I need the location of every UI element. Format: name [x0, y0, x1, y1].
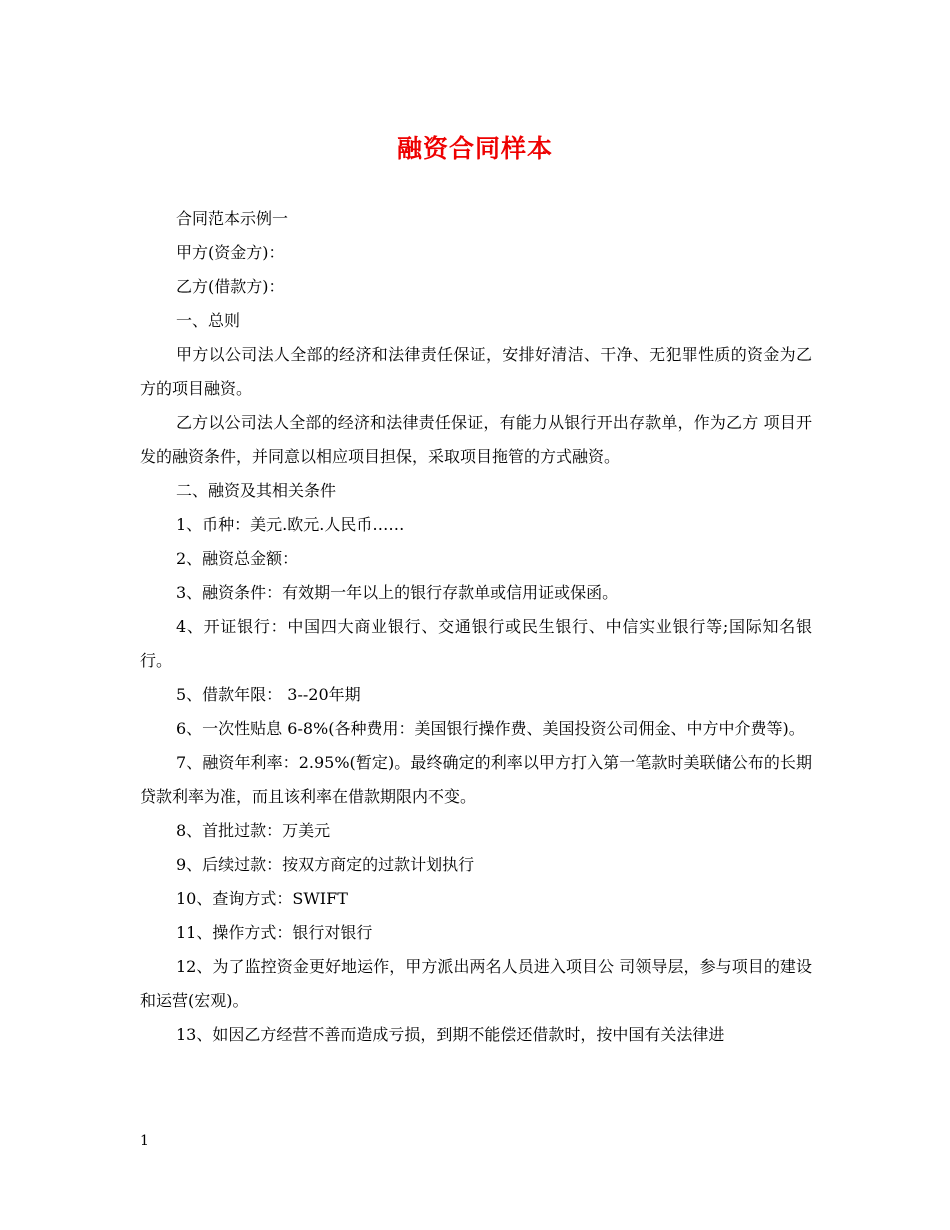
clause-operation-method: 11、操作方式：银行对银行	[176, 923, 373, 942]
clause-supervision: 12、为了监控资金更好地运作，甲方派出两名人员进入项目公 司领导层，参与项目的建设和运营(宏观)。	[140, 957, 812, 1010]
clause-first-transfer: 8、首批过款：万美元	[176, 821, 331, 840]
clause-issuing-bank: 4、开证银行：中国四大商业银行、交通银行或民生银行、中信实业银行等;国际知名银行。	[140, 617, 812, 670]
clause-interest-rate: 7、融资年利率：2.95%(暂定)。最终确定的利率以甲方打入第一笔款时美联储公布的长期贷款利率为准，而且该利率在借款期限内不变。	[140, 753, 812, 806]
paragraph-party-a-guarantee: 甲方以公司法人全部的经济和法律责任保证，安排好清洁、干净、无犯罪性质的资金为乙方的项目融资。	[140, 345, 812, 398]
section-heading-general: 一、总则	[176, 311, 241, 330]
clause-subsequent-transfer: 9、后续过款：按双方商定的过款计划执行	[176, 855, 475, 874]
paragraph-party-b: 乙方(借款方)：	[176, 277, 285, 296]
paragraph-party-a: 甲方(资金方)：	[176, 243, 285, 262]
page-number: 1	[140, 1133, 149, 1149]
paragraph-contract-example: 合同范本示例一	[176, 209, 289, 228]
document-title: 融资合同样本	[396, 134, 553, 163]
clause-discount: 6、一次性贴息 6-8%(各种费用：美国银行操作费、美国投资公司佣金、中方中介费等)。	[176, 719, 805, 738]
clause-total-amount: 2、融资总金额：	[176, 549, 299, 568]
clause-inquiry-method: 10、查询方式：SWIFT	[176, 889, 348, 908]
section-heading-financing-conditions: 二、融资及其相关条件	[176, 481, 337, 500]
clause-financing-conditions: 3、融资条件：有效期一年以上的银行存款单或信用证或保函。	[176, 583, 619, 602]
clause-loan-term: 5、借款年限： 3--20年期	[176, 685, 361, 704]
paragraph-party-b-guarantee: 乙方以公司法人全部的经济和法律责任保证，有能力从银行开出存款单，作为乙方 项目开发的融资条件，并同意以相应项目担保，采取项目拖管的方式融资。	[140, 413, 812, 466]
document-body	[140, 202, 812, 1052]
clause-currency: 1、币种：美元.欧元.人民币……	[176, 515, 405, 534]
clause-losses: 13、如因乙方经营不善而造成亏损，到期不能偿还借款时，按中国有关法律进	[176, 1025, 725, 1044]
